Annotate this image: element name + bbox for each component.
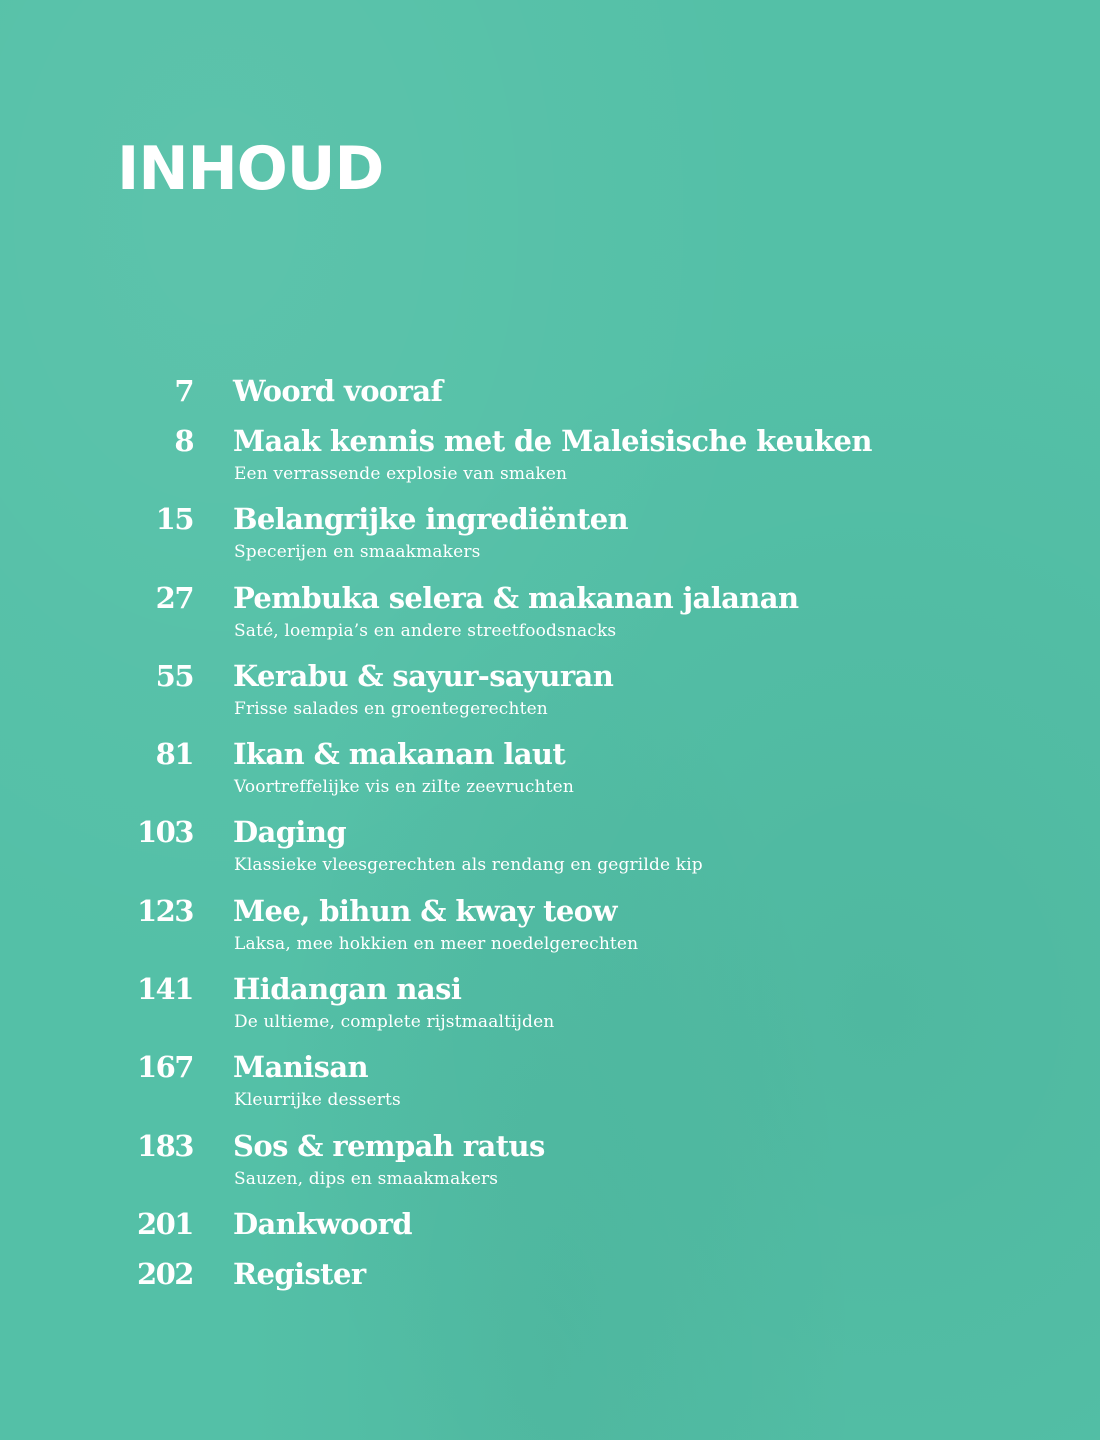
toc-chapter-title: Hidangan nasi <box>233 972 462 1007</box>
toc-chapter-title: Woord vooraf <box>233 374 443 408</box>
toc-chapter-subtitle: Klassieke vleesgerechten als rendang en gegrilde kip <box>234 855 703 876</box>
toc-chapter-subtitle: De ultieme, complete rijstmaaltijden <box>234 1012 555 1033</box>
toc-entry[interactable] <box>0 655 1100 733</box>
toc-chapter-subtitle: Saté, loempia’s en andere streetfoodsnacks <box>234 620 617 641</box>
toc-chapter-title: Dankwoord <box>233 1206 412 1241</box>
toc-entry[interactable] <box>0 733 1100 811</box>
toc-chapter-subtitle: Sauzen, dips en smaakmakers <box>234 1168 499 1189</box>
toc-chapter-title: Maak kennis met de Maleisische keuken <box>233 424 872 458</box>
toc-entry[interactable] <box>0 370 1100 420</box>
toc-chapter-subtitle: Een verrassende explosie van smaken <box>234 464 568 484</box>
toc-chapter-subtitle: Laksa, mee hokkien en meer noedelgerechten <box>234 933 639 954</box>
toc-page-number: 167 <box>136 1050 193 1085</box>
toc-chapter-title: Ikan & makanan laut <box>233 737 566 772</box>
toc-entry[interactable] <box>0 1203 1100 1253</box>
toc-page-number: 123 <box>136 893 193 928</box>
toc-entry[interactable] <box>0 1253 1100 1303</box>
toc-chapter-title: Register <box>233 1256 366 1291</box>
toc-page-number: 7 <box>174 374 193 408</box>
table-of-contents <box>0 370 1100 1303</box>
toc-page-number: 81 <box>155 737 193 772</box>
toc-chapter-title: Pembuka selera & makanan jalanan <box>233 580 799 615</box>
toc-entry[interactable] <box>0 1046 1100 1124</box>
toc-entry[interactable] <box>0 1125 1100 1203</box>
toc-entry[interactable] <box>0 498 1100 576</box>
toc-chapter-title: Kerabu & sayur-sayuran <box>233 658 614 693</box>
toc-chapter-subtitle: Specerijen en smaakmakers <box>234 542 481 563</box>
toc-chapter-subtitle: Frisse salades en groentegerechten <box>234 698 548 719</box>
toc-chapter-title: Daging <box>233 815 346 850</box>
toc-page-number: 15 <box>155 502 193 537</box>
toc-page-number: 202 <box>136 1256 193 1291</box>
toc-page-number: 141 <box>136 972 193 1007</box>
toc-page-number: 55 <box>155 658 193 693</box>
toc-page-number: 27 <box>155 580 193 615</box>
toc-entry[interactable] <box>0 968 1100 1046</box>
toc-entry[interactable] <box>0 811 1100 889</box>
toc-chapter-title: Sos & rempah ratus <box>233 1128 545 1163</box>
toc-chapter-title: Mee, bihun & kway teow <box>233 893 617 928</box>
page-title: INHOUD <box>117 134 384 204</box>
toc-entry[interactable] <box>0 577 1100 655</box>
toc-page-number: 183 <box>136 1128 193 1163</box>
toc-page-number: 201 <box>136 1206 193 1241</box>
toc-chapter-title: Belangrijke ingrediënten <box>233 502 629 537</box>
toc-page-number: 103 <box>136 815 193 850</box>
toc-chapter-title: Manisan <box>233 1050 368 1085</box>
toc-entry[interactable] <box>0 890 1100 968</box>
toc-page-number: 8 <box>174 424 193 458</box>
toc-chapter-subtitle: Kleurrijke desserts <box>234 1090 401 1111</box>
toc-chapter-subtitle: Voortreffelijke vis en ziIte zeevruchten <box>234 777 574 798</box>
toc-entry[interactable] <box>0 420 1100 498</box>
